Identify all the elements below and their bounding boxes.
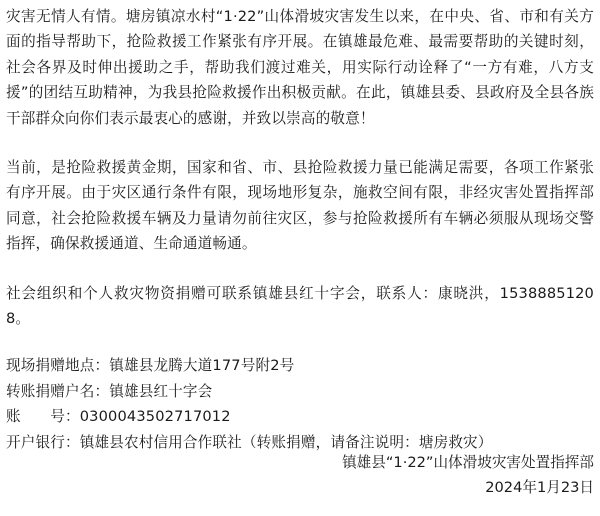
paragraph-donation-contact: 社会组织和个人救灾物资捐赠可联系镇雄县红十字会，联系人：康晓洪，15388851208。	[6, 284, 594, 328]
signature-block	[342, 450, 594, 501]
bank-name: 开户银行：镇雄县农村信用合作联社（转账捐赠，请备注说明：塘房救灾）	[6, 433, 493, 451]
paragraph-current-situation: 当前，是抢险救援黄金期，国家和省、市、县抢险救援力量已能满足需要，各项工作紧张有序开展。由于灾区通行条件有限，现场地形复杂，施救空间有限，非经灾害处置指挥部同意，社会抢险救援车辆及力量请勿前往灾区，参与抢险救援所有车辆必须服从现场交警指挥，确保救援通道、生命通道畅通。	[6, 159, 594, 253]
signature-date: 2024年1月23日	[485, 479, 594, 497]
donation-location: 现场捐赠地点：镇雄县龙腾大道177号附2号	[6, 357, 295, 375]
signature-organization: 镇雄县“1·22”山体滑坡灾害处置指挥部	[342, 454, 594, 471]
account-number: 账 号：0300043502717012	[6, 408, 231, 426]
donation-info	[6, 353, 594, 455]
paragraph-gratitude: 灾害无情人有情。塘房镇凉水村“1·22”山体滑坡灾害发生以来，在中央、省、市和有关方面的指导帮助下，抢险救援工作紧张有序开展。在镇雄最危难、最需要帮助的关键时刻，社会各界及时伸出援助之手，帮助我们渡过难关，用实际行动诠释了“一方有难，八方支援”的团结互助精神，为我县抢险救援作出积极贡献。在此，镇雄县委、县政府及全县各族干部群众向你们表示最衷心的感谢，并致以崇高的敬意！	[6, 8, 594, 127]
announcement-body	[6, 4, 594, 477]
account-name: 转账捐赠户名：镇雄县红十字会	[6, 382, 213, 400]
